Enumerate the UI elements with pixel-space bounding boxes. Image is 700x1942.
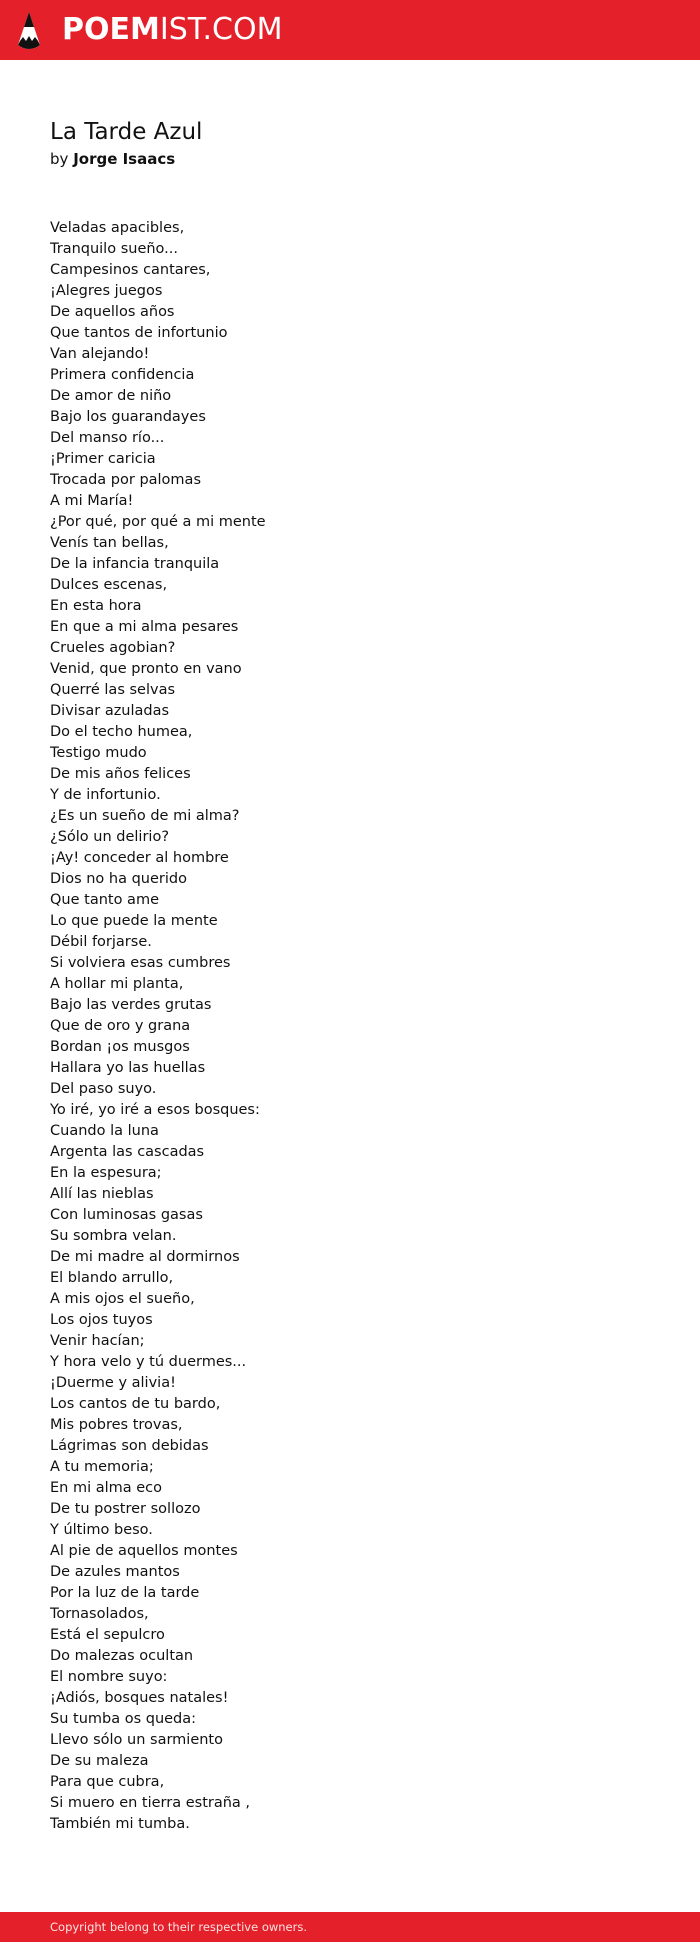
poem-line: De la infancia tranquila — [50, 556, 220, 572]
poem-title: La Tarde Azul — [50, 119, 203, 145]
poem-line: Del paso suyo. — [50, 1081, 157, 1097]
poem-line: Crueles agobian? — [50, 640, 176, 656]
poem-line: Tornasolados, — [50, 1606, 149, 1622]
site-footer — [0, 1912, 700, 1942]
poem-line: Débil forjarse. — [50, 934, 152, 950]
poem-line: Su sombra velan. — [50, 1228, 177, 1244]
poem-line: Al pie de aquellos montes — [50, 1543, 238, 1559]
poem-line: Trocada por palomas — [50, 472, 201, 488]
poem-line: Si volviera esas cumbres — [50, 955, 231, 971]
poem-line: Hallara yo las huellas — [50, 1060, 206, 1076]
poem-line: ¡Ay! conceder al hombre — [50, 850, 229, 866]
poem-line: ¡Alegres juegos — [50, 283, 163, 299]
poem-byline — [50, 148, 175, 170]
poem-line: Mis pobres trovas, — [50, 1417, 183, 1433]
poem-line: El blando arrullo, — [50, 1270, 174, 1286]
poem-line: Con luminosas gasas — [50, 1207, 203, 1223]
poem-line: En mi alma eco — [50, 1480, 163, 1496]
poem-line: Los ojos tuyos — [50, 1312, 153, 1328]
poem-line: De mi madre al dormirnos — [50, 1249, 240, 1265]
poem-line: Divisar azuladas — [50, 703, 170, 719]
poem-line: Que tanto ame — [50, 892, 159, 908]
poem-line: De azules mantos — [50, 1564, 180, 1580]
poem-line: A tu memoria; — [50, 1459, 154, 1475]
poem-line: En la espesura; — [50, 1165, 162, 1181]
poem-line: Del manso río... — [50, 430, 165, 446]
poem-line: A mis ojos el sueño, — [50, 1291, 195, 1307]
poem-line: A mi María! — [50, 493, 134, 509]
poem-line: Y hora velo y tú duermes... — [50, 1354, 247, 1370]
poem-line: Venir hacían; — [50, 1333, 145, 1349]
poem-line: Dulces escenas, — [50, 577, 168, 593]
poem-body — [50, 218, 266, 1835]
poem-line: Dios no ha querido — [50, 871, 187, 887]
poem-line: Allí las nieblas — [50, 1186, 154, 1202]
poem-line: Primera confidencia — [50, 367, 195, 383]
site-logo-link[interactable] — [62, 9, 282, 51]
poem-line: Bordan ¡os musgos — [50, 1039, 190, 1055]
poem-line: Por la luz de la tarde — [50, 1585, 200, 1601]
poem-line: De amor de niño — [50, 388, 172, 404]
poem-line: Que de oro y grana — [50, 1018, 191, 1034]
poem-line: ¿Por qué, por qué a mi mente — [50, 514, 266, 530]
copyright-notice: Copyright belong to their respective owners. — [50, 1920, 308, 1934]
poem-line: En que a mi alma pesares — [50, 619, 239, 635]
poem-line: ¡Primer caricia — [50, 451, 156, 467]
poem-line: Tranquilo sueño... — [50, 241, 178, 257]
poem-line: Argenta las cascadas — [50, 1144, 205, 1160]
poem-line: También mi tumba. — [50, 1816, 190, 1832]
poem-line: Testigo mudo — [50, 745, 147, 761]
poem-line: Y de infortunio. — [50, 787, 161, 803]
poem-line: Llevo sólo un sarmiento — [50, 1732, 223, 1748]
brand-light: IST.COM — [159, 12, 283, 47]
poem-line: Bajo los guarandayes — [50, 409, 206, 425]
poem-line: ¡Duerme y alivia! — [50, 1375, 176, 1391]
brand-bold: POEM — [62, 12, 160, 47]
poem-line: Lágrimas son debidas — [50, 1438, 209, 1454]
poem-line: De aquellos años — [50, 304, 175, 320]
site-header — [0, 0, 700, 60]
poem-line: El nombre suyo: — [50, 1669, 168, 1685]
poem-line: Do malezas ocultan — [50, 1648, 194, 1664]
poem-line: Do el techo humea, — [50, 724, 193, 740]
poem-line: De su maleza — [50, 1753, 149, 1769]
poem-line: De mis años felices — [50, 766, 191, 782]
poem-line: A hollar mi planta, — [50, 976, 184, 992]
poem-line: Y último beso. — [50, 1522, 153, 1538]
poem-line: Venís tan bellas, — [50, 535, 169, 551]
poem-line: Veladas apacibles, — [50, 220, 185, 236]
poem-line: En esta hora — [50, 598, 142, 614]
poem-line: De tu postrer sollozo — [50, 1501, 201, 1517]
poem-line: Yo iré, yo iré a esos bosques: — [50, 1102, 260, 1118]
byline-prefix: by — [50, 150, 69, 168]
poem-line: Campesinos cantares, — [50, 262, 211, 278]
poem-line: Querré las selvas — [50, 682, 176, 698]
author-link[interactable]: Jorge Isaacs — [73, 150, 176, 168]
poem-line: Lo que puede la mente — [50, 913, 218, 929]
poem-line: Para que cubra, — [50, 1774, 165, 1790]
poem-line: Está el sepulcro — [50, 1627, 165, 1643]
poem-line: Cuando la luna — [50, 1123, 159, 1139]
poem-line: Los cantos de tu bardo, — [50, 1396, 221, 1412]
poem-line: Van alejando! — [50, 346, 150, 362]
poem-line: Su tumba os queda: — [50, 1711, 197, 1727]
poem-line: Si muero en tierra estraña , — [50, 1795, 251, 1811]
poem-line: Que tantos de infortunio — [50, 325, 228, 341]
poem-line: ¿Es un sueño de mi alma? — [50, 808, 240, 824]
poem-line: ¿Sólo un delirio? — [50, 829, 170, 845]
poem-line: Bajo las verdes grutas — [50, 997, 212, 1013]
pencil-tip-icon[interactable] — [16, 11, 42, 51]
poem-line: ¡Adiós, bosques natales! — [50, 1690, 229, 1706]
poem-line: Venid, que pronto en vano — [50, 661, 242, 677]
